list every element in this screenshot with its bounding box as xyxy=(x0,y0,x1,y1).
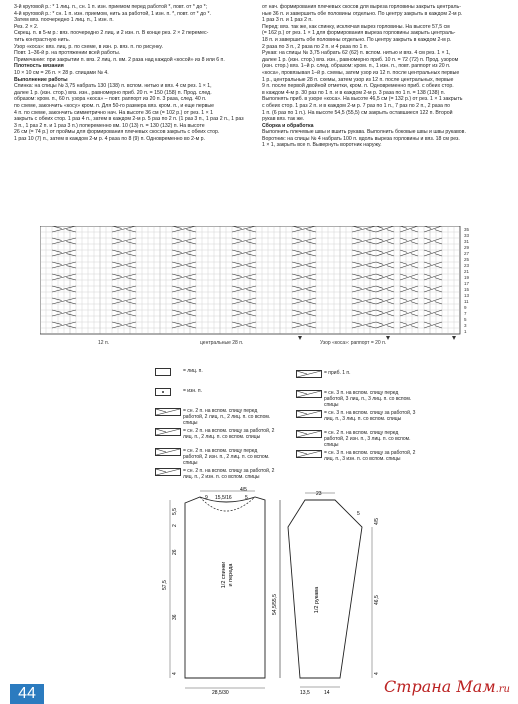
text-line: Узор «коса»: вяз. лиц. р. по схеме, в изн. р. вяз. п. по рисунку. xyxy=(14,43,163,50)
back-dim: 28,5/30 xyxy=(212,690,229,695)
back-label-b: и переда xyxy=(228,563,234,587)
text-line: 10 × 10 см = 26 п. × 28 р. спицами № 4. xyxy=(14,69,109,76)
row-number: 13 xyxy=(464,293,470,298)
legend-symbol-icon xyxy=(155,428,181,436)
sleeve-dim: 4 xyxy=(374,672,380,675)
sleeve-dim: 54,5/55,5 xyxy=(272,594,278,615)
row-numbers xyxy=(464,227,470,334)
text-line: 1 раз 10 (7) п., затем в каждом 2-м р. 4 раза по 8 (9) п. Одновременно во 2-м р. xyxy=(14,135,205,142)
legend-item xyxy=(155,388,285,408)
row-number: 11 xyxy=(464,299,469,304)
text-line: Рез. 2 × 2. xyxy=(14,23,39,30)
text-line: 1 раз 3 п. и 1 раз 2 п. xyxy=(262,17,313,24)
legend-item xyxy=(155,368,285,388)
legend-text: = сн. 2 п. на вспом. спицу за работой, 2 лиц. п., 2 лиц. п. со вспом. спицы xyxy=(183,428,275,440)
text-line: (= 162 р.) от рез. 1 × 1 для формирования выреза горловины закрыть централь- xyxy=(262,30,456,37)
legend-symbol-icon xyxy=(296,370,322,378)
legend-item xyxy=(296,450,426,470)
text-line: с обеих стор. 1 раз 2 п. и в каждом 2-м р. 7 раз по 1 п., 7 раз по 2 п., 2 раза по xyxy=(262,102,451,109)
back-dim: 4 xyxy=(172,672,178,675)
text-line: 4-й круговой р.: * сн. 1 п. изн. приемом, нить за работой, 1 изн. п. *, повт. от * до *. xyxy=(14,10,211,17)
back-dim: 26 xyxy=(172,549,178,555)
knitting-chart xyxy=(40,226,480,348)
text-line: 1 п. (6 раз по 1 п.). На высоте 54,5 (55,5) см закрыть оставшиеся 122 п. Второй xyxy=(262,109,453,116)
back-front-diagram xyxy=(162,487,280,695)
text-line: 26 см (= 74 р.) от проймы для формирования плечевых скосов закрыть с обеих стор. xyxy=(14,129,220,136)
chart-label-12: 12 п. xyxy=(98,340,110,346)
legend-item xyxy=(296,410,426,430)
sleeve-dim: 14 xyxy=(324,690,330,695)
text-line: по схеме, закончить «косу» кром. п. Для 50-го размера вяз. кром. п., и еще первые xyxy=(14,102,215,109)
legend-text: = сн. 2 п. на вспом. спицу перед работой, 2 изн. п., 3 лиц. п. со вспом. спицы xyxy=(324,430,411,448)
text-line: образом: кром. п., 60 п. узора «коса» – повт. раппорт из 20 п. 3 раза, след. 40 п. xyxy=(14,96,207,103)
sleeve-dim: 13,5 xyxy=(300,690,310,695)
legend-text: = сн. 2 п. на вспом. спицу перед работой, 2 изн. п., 2 лиц. п. со вспом. спицы xyxy=(183,448,270,466)
text-line: закрыть с обеих стор. 1 раз 4 п., затем в каждом 2-м р. 5 раз по 2 п. (1 раз 3 п., 1 раз 2 п., 1 раз xyxy=(14,116,244,123)
text-line: Спинка: на спицы № 3,75 набрать 130 (138) п. вспом. нитью и вяз. 4 см рез. 1 × 1, xyxy=(14,83,212,90)
text-line: далее 1 р. (изн. стор.) вяз. изн., равномерно приб. 10 п. = 72 (72) п. Прод. узором xyxy=(262,56,459,63)
row-number: 19 xyxy=(464,275,470,280)
legend-text: = сн. 3 п. на вспом. спицу за работой, 3 лиц. п., 3 лиц. п. со вспом. спицы xyxy=(324,410,416,422)
legend-symbol-icon xyxy=(155,468,181,476)
text-line: 1 × 1, закрыть все п. Вывернуть воротник наружу. xyxy=(262,142,382,149)
row-number: 31 xyxy=(464,239,470,244)
legend-item xyxy=(296,430,426,450)
text-line: Рукав: на спицы № 3,75 набрать 62 (62) п. вспом. нитью и вяз. 4 см рез. 1 × 1, xyxy=(262,50,451,57)
chart-label-uzor: Узор «коса»: раппорт = 20 п. xyxy=(320,340,387,346)
text-line: 4 п. по схеме, закончить симметрично нач. На высоте 36 см (= 102 р.) от рез. 1 × 1 xyxy=(14,109,213,116)
legend-item xyxy=(155,448,285,468)
row-number: 23 xyxy=(464,263,470,268)
legend-left xyxy=(155,368,285,488)
legend-text: = сн. 2 п. на вспом. спицу за работой, 2 лиц. п., 2 изн. п. со вспом. спицы xyxy=(183,468,275,480)
sleeve-dim: 5 xyxy=(357,511,360,517)
row-number: 3 xyxy=(464,323,467,328)
back-dim: 2 xyxy=(172,524,178,527)
text-line: ные 36 п. и завершить обе половины отдельно. По центру закрыть в каждом 2-м р. xyxy=(262,10,463,17)
legend-item xyxy=(155,428,285,448)
legend-symbol-icon xyxy=(155,368,171,376)
text-line: 9 п. после первой двойной отметки, кром. п. Одновременно приб. с обеих стор. xyxy=(262,83,454,90)
legend-item xyxy=(155,408,285,428)
arrow-down-icon xyxy=(298,336,302,340)
row-number: 35 xyxy=(464,227,470,232)
sleeve-dim: 4/5 xyxy=(374,518,380,525)
legend-text: = сн. 2 п. на вспом. спицу перед работой, 2 лиц. п., 2 лиц. п. со вспом. спицы xyxy=(183,408,271,426)
legend-symbol-icon xyxy=(155,448,181,456)
text-line: Повт. 1–36-й р. на протяжении всей работы. xyxy=(14,50,121,57)
legend-text: = сн. 3 п. на вспом. спицу за работой, 2 лиц. п., 3 изн. п. со вспом. спицы xyxy=(324,450,416,462)
text-line: Перед: вяз. так же, как спинку, исключая вырез горловины. На высоте 57,5 см xyxy=(262,23,450,30)
text-line: «коса», провязывая 1–й р. схемы, затем узор из 12 п. после центральных первые xyxy=(262,69,460,76)
text-line: 1 р., центральные 28 п. схемы, затем узор из 12 п. после центральных, первые xyxy=(262,76,454,83)
text-line: 3 п., 1 раз 2 п. и 1 раз 3 п.) попеременно вм. 10 (13) п. = 130 (132) п. На высоте xyxy=(14,122,205,129)
watermark-text: Страна Мам xyxy=(384,677,496,696)
row-number: 33 xyxy=(464,233,470,238)
legend-symbol-icon xyxy=(296,390,322,398)
arrow-down-icon xyxy=(386,336,390,340)
sleeve-diagram xyxy=(272,491,380,695)
row-number: 25 xyxy=(464,257,470,262)
row-number: 1 xyxy=(464,329,467,334)
text-line: Выполнить плечевые швы и вшить рукава. Выполнить боковые швы и швы рукавов. xyxy=(262,129,466,136)
legend-symbol-icon xyxy=(296,450,322,458)
row-number: 5 xyxy=(464,317,467,322)
text-line: 18 п. и завершить обе половины отдельно. По центру закрыть в каждом 2-м р. xyxy=(262,36,452,43)
legend-symbol-icon xyxy=(155,388,171,396)
watermark xyxy=(384,677,510,696)
text-line: (изн. стор.) вяз. 1–й р. след. образом: кром. п., 1 изн. п., повт. раппорт из 20 п. xyxy=(262,63,451,70)
back-dim: 57,5 xyxy=(162,580,168,590)
legend-text: = сн. 3 п. на вспом. спицу перед работой, 3 лиц. п., 3 лиц. п. со вспом. спицы xyxy=(324,390,412,408)
text-line: далее 1 р. (изн. стор.) вяз. изн., равномерно приб. 20 п. = 150 (158) п. Прод. след. xyxy=(14,89,212,96)
legend-text: = изн. п. xyxy=(183,388,203,394)
text-line: Затем вяз. поочередно 1 лиц. п., 1 изн. п. xyxy=(14,17,114,24)
text-line: Примечание: при закрытии п. вяз. 2 лиц. п. вм. 2 раза над каждой «косой» из 8 или 6 п. xyxy=(14,56,225,63)
text-line: Выполнять приб. в узоре «коса». На высоте 46,5 см (= 132 р.) от рез. 1 × 1 закрыть xyxy=(262,96,463,103)
arrow-down-icon xyxy=(452,336,456,340)
text-line: Скрещ. п. в 5-м р.: вяз. поочередно 2 лиц. и 2 изн. п. В конце рез. 2 × 2 перемес- xyxy=(14,30,209,37)
sleeve-label: 1/2 рукава xyxy=(314,586,320,614)
legend-text: = приб. 1 п. xyxy=(324,370,351,376)
legend-symbol-icon xyxy=(155,408,181,416)
text-line: рукав вяз. так же. xyxy=(262,116,305,123)
back-dim: 9 xyxy=(205,495,208,501)
text-line: 3-й круговой р.: * 1 лиц. п., сн. 1 п. изн. приемом перед работой *, повт. от * до *; xyxy=(14,4,208,10)
pattern-diagrams xyxy=(0,485,518,695)
legend-item xyxy=(296,390,426,410)
page-number: 44 xyxy=(10,684,44,704)
back-dim: 36 xyxy=(172,614,178,620)
back-dim: 4/5 xyxy=(240,487,247,493)
legend-symbol-icon xyxy=(296,430,322,438)
legend-text: = лиц. п. xyxy=(183,368,203,374)
text-line: 2 раза по 3 п., 2 раза по 2 п. и 4 раза по 1 п. xyxy=(262,43,369,50)
right-text-column xyxy=(262,4,508,149)
sleeve-dim: 46,5 xyxy=(374,595,380,605)
text-line: Воротник: на спицы № 4 набрать 100 п. вдоль выреза горловины и вяз. 18 см рез. xyxy=(262,135,460,142)
row-number: 27 xyxy=(464,251,470,256)
section-heading: Выполнение работы xyxy=(14,76,68,83)
back-dim: 5 xyxy=(245,495,248,501)
text-line: тить контрастную нить. xyxy=(14,36,71,43)
section-heading: Плотность вязания xyxy=(14,63,64,70)
legend-symbol-icon xyxy=(296,410,322,418)
section-heading: Сборка и обработка xyxy=(262,122,314,129)
chart-label-central: центральные 28 п. xyxy=(200,340,244,346)
text-line: от нач. формирования плечевых скосов для выреза горловины закрыть централь- xyxy=(262,4,461,10)
row-number: 17 xyxy=(464,281,470,286)
row-number: 29 xyxy=(464,245,470,250)
back-label-a: 1/2 спинки xyxy=(221,561,227,589)
legend-item xyxy=(296,370,426,390)
watermark-tld: .ru xyxy=(495,684,510,695)
row-number: 21 xyxy=(464,269,470,274)
legend-right xyxy=(296,370,426,470)
row-number: 7 xyxy=(464,311,467,316)
text-line: в каждом 4-м р. 30 раз по 1 п. и в каждом 2-м р. 3 раза по 1 п. = 138 (138) п. xyxy=(262,89,445,96)
back-dim: 5,5 xyxy=(172,508,178,515)
sleeve-dim: 23 xyxy=(316,491,322,497)
row-number: 15 xyxy=(464,287,470,292)
row-number: 9 xyxy=(464,305,467,310)
back-dim: 15,5/16 xyxy=(215,495,232,501)
left-text-column xyxy=(14,4,250,142)
